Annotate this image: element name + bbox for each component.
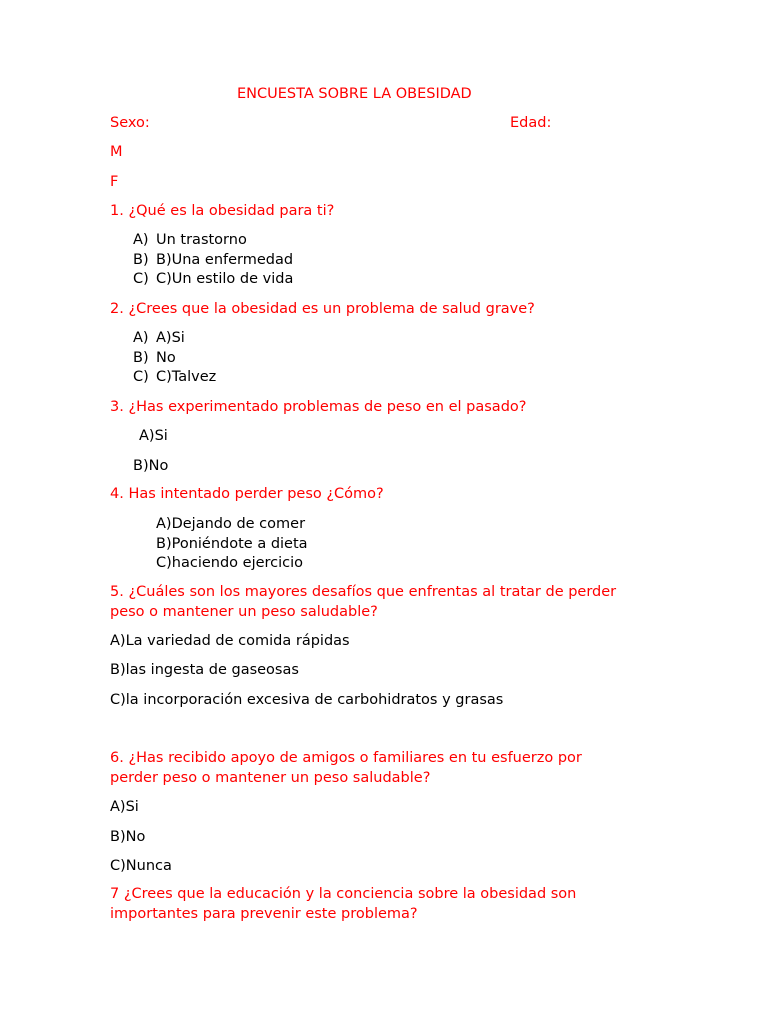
question-5-line-1: 5. ¿Cuáles son los mayores desafíos que enfrentas al tratar de perder xyxy=(110,584,617,600)
q6-option-b: B)No xyxy=(110,829,146,845)
edad-label: Edad: xyxy=(510,115,552,131)
q5-option-a: A)La variedad de comida rápidas xyxy=(110,633,350,649)
q4-option-b: B)Poniéndote a dieta xyxy=(156,536,308,552)
option-text: A)Si xyxy=(156,330,185,346)
option-text: B)Una enfermedad xyxy=(156,252,294,268)
q2-option-c xyxy=(133,368,216,387)
option-text: No xyxy=(156,350,176,366)
q6-option-a: A)Si xyxy=(110,799,139,815)
option-text: Un trastorno xyxy=(156,232,247,248)
q3-option-a: A)Si xyxy=(139,428,168,444)
option-letter: B) xyxy=(133,350,149,366)
sexo-option-f: F xyxy=(110,174,119,190)
question-6-line-2: perder peso o mantener un peso saludable? xyxy=(110,770,431,786)
q6-option-c: C)Nunca xyxy=(110,858,172,874)
question-4: 4. Has intentado perder peso ¿Cómo? xyxy=(110,486,384,502)
q5-option-b: B)las ingesta de gaseosas xyxy=(110,662,299,678)
question-3: 3. ¿Has experimentado problemas de peso en el pasado? xyxy=(110,399,527,415)
option-letter: B) xyxy=(133,252,149,268)
option-letter: A) xyxy=(133,232,149,248)
option-letter: A) xyxy=(133,330,149,346)
q5-option-c: C)la incorporación excesiva de carbohidratos y grasas xyxy=(110,692,504,708)
question-7-line-2: importantes para prevenir este problema? xyxy=(110,906,418,922)
q4-option-a: A)Dejando de comer xyxy=(156,516,306,532)
option-letter: C) xyxy=(133,369,149,385)
q1-option-b xyxy=(133,251,293,270)
q1-option-c xyxy=(133,270,293,289)
q3-option-b: B)No xyxy=(133,458,169,474)
q4-option-c: C)haciendo ejercicio xyxy=(156,555,304,571)
question-1: 1. ¿Qué es la obesidad para ti? xyxy=(110,203,335,219)
question-7-line-1: 7 ¿Crees que la educación y la conciencia sobre la obesidad son xyxy=(110,886,577,902)
sexo-label: Sexo: xyxy=(110,115,150,131)
option-letter: C) xyxy=(133,271,149,287)
question-2: 2. ¿Crees que la obesidad es un problema de salud grave? xyxy=(110,301,535,317)
q2-option-b xyxy=(133,349,176,368)
question-5-line-2: peso o mantener un peso saludable? xyxy=(110,604,378,620)
survey-title: ENCUESTA SOBRE LA OBESIDAD xyxy=(237,86,472,102)
option-text: C)Talvez xyxy=(156,369,217,385)
sexo-option-m: M xyxy=(110,144,123,160)
option-text: C)Un estilo de vida xyxy=(156,271,294,287)
q2-option-a xyxy=(133,329,185,348)
q1-option-a xyxy=(133,231,247,250)
question-6-line-1: 6. ¿Has recibido apoyo de amigos o familiares en tu esfuerzo por xyxy=(110,750,582,766)
